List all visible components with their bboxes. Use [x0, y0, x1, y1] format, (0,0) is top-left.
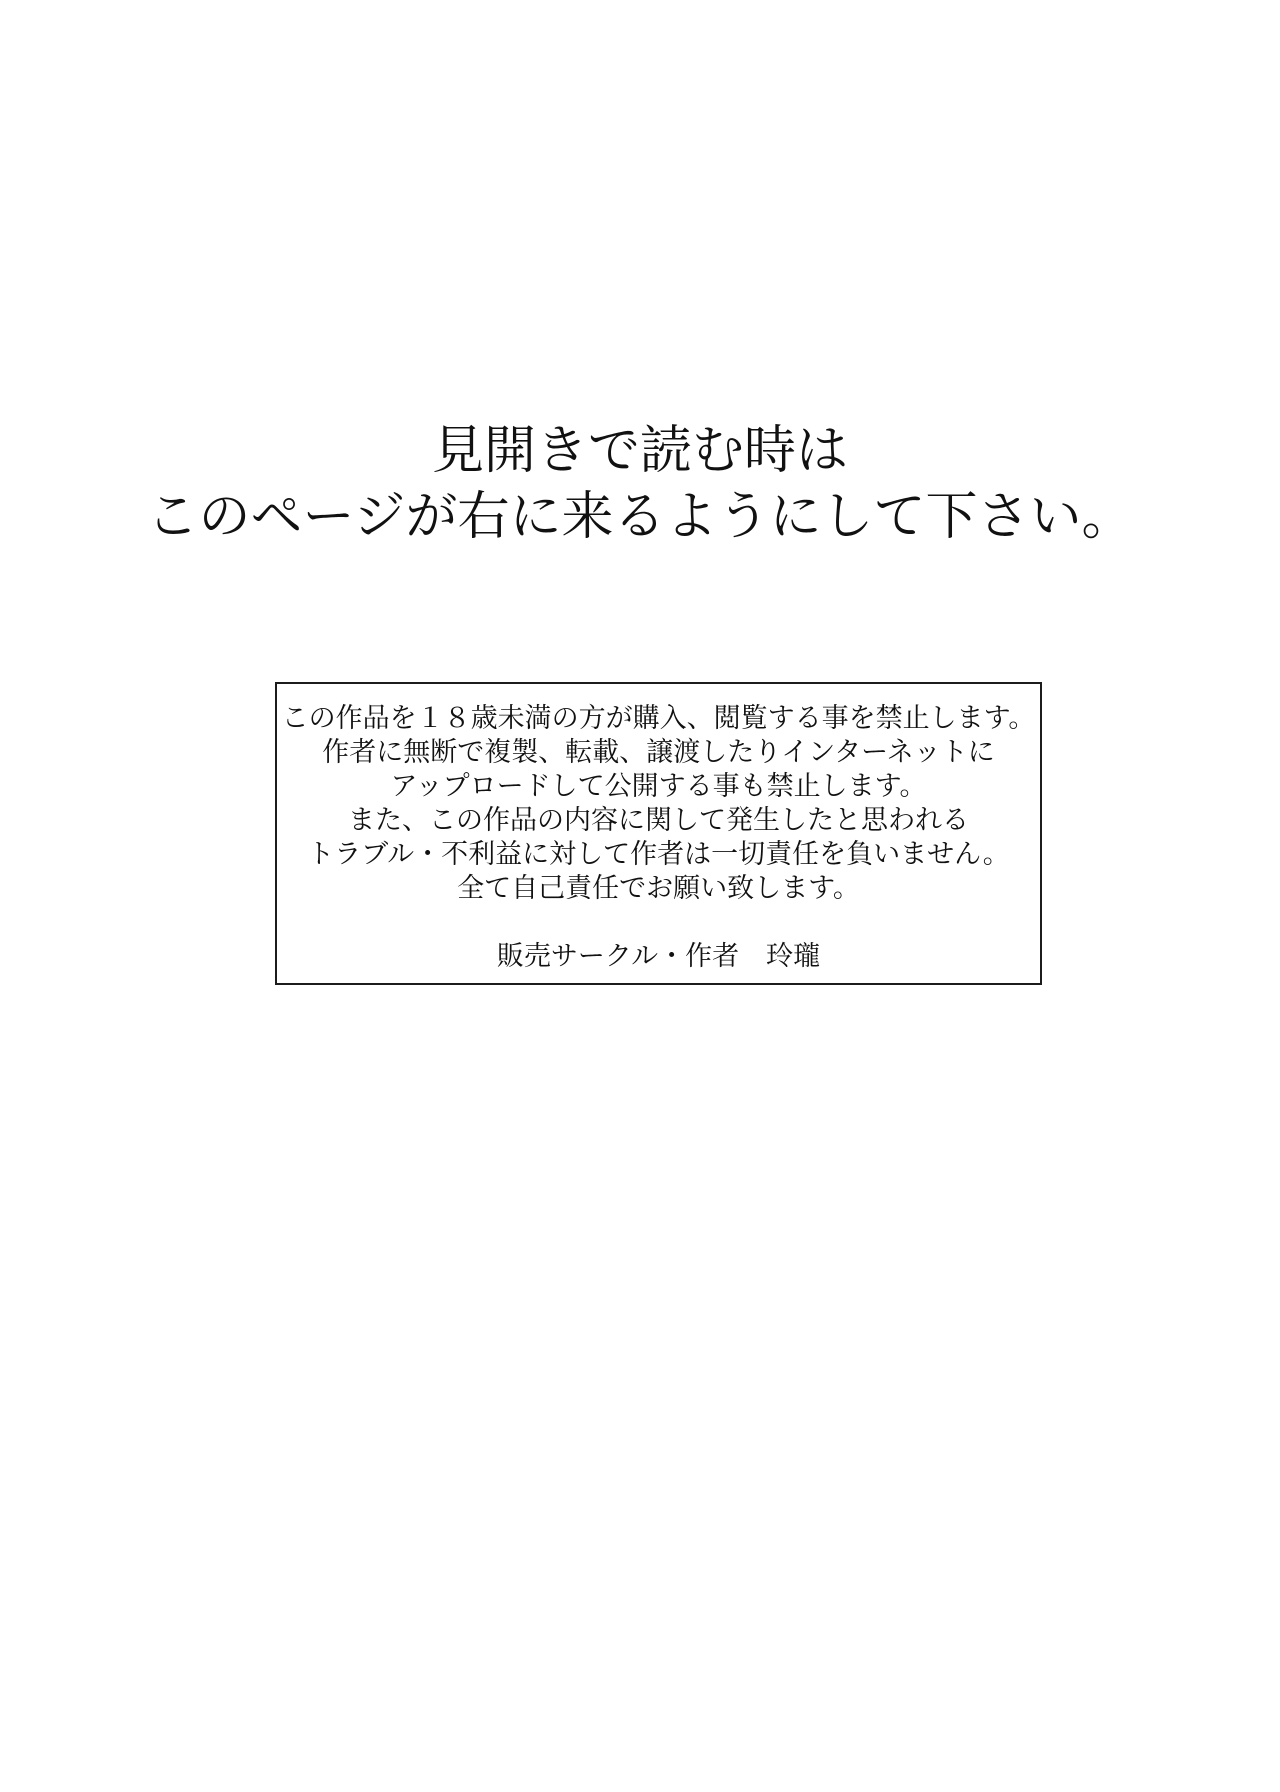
disclaimer-line: この作品を１８歳未満の方が購入、閲覧する事を禁止します。 — [281, 703, 1036, 733]
circle-author-credit: 販売サークル・作者 玲瓏 — [496, 941, 821, 971]
disclaimer-line: アップロードして公開する事も禁止します。 — [390, 771, 927, 801]
reading-instruction — [0, 418, 1280, 550]
disclaimer-line: また、この作品の内容に関して発生したと思われる — [348, 805, 969, 835]
disclaimer-box — [275, 682, 1042, 985]
reading-instruction-line2: このページが右に来るようにして下さい。 — [146, 488, 1134, 546]
disclaimer-text — [277, 701, 1040, 905]
disclaimer-line: トラブル・不利益に対して作者は一切責任を負いません。 — [307, 839, 1010, 869]
reading-instruction-line1: 見開きで読む時は — [431, 422, 848, 480]
disclaimer-line: 全て自己責任でお願い致します。 — [457, 873, 860, 903]
disclaimer-line: 作者に無断で複製、転載、譲渡したりインターネットに — [322, 737, 995, 767]
